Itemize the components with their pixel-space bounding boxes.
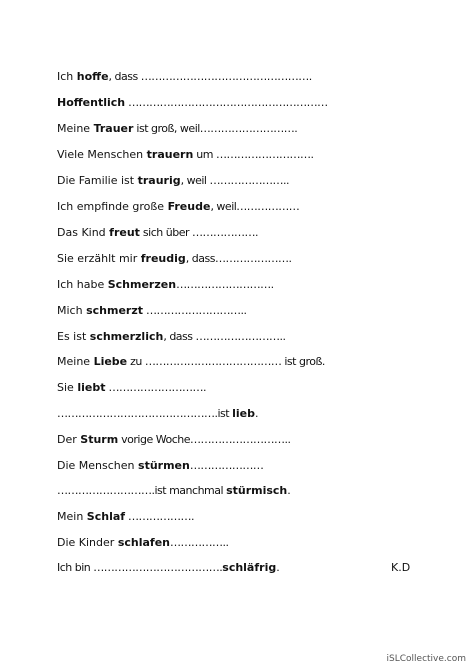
sentence-4: Viele Menschen trauern um ……………………….	[57, 148, 314, 161]
sentence-3: Meine Trauer ist groß, weil……………………….	[57, 122, 298, 135]
sentence-8: Sie erzählt mir freudig, dass………………….	[57, 252, 292, 265]
sentence-12: Meine Liebe zu ………………………………… ist groß.	[57, 355, 325, 368]
sentence-15: Der Sturm vorige Woche………………………..	[57, 433, 291, 446]
sentence-11: Es ist schmerzlich, dass ……………………..	[57, 330, 286, 343]
author-initials: K.D	[391, 561, 411, 574]
sentence-14: ……………………………………….ist lieb.	[57, 407, 259, 420]
site-watermark: iSLCollective.com	[386, 654, 466, 664]
sentence-18: Mein Schlaf ……………….	[57, 510, 195, 523]
sentence-6: Ich empfinde große Freude, weil………………	[57, 200, 300, 213]
sentence-1: Ich hoffe, dass ………………………………………….	[57, 70, 312, 83]
sentence-9: Ich habe Schmerzen……………………….	[57, 278, 274, 291]
sentence-2: Hoffentlich …………………………………………………	[57, 96, 328, 109]
sentence-16: Die Menschen stürmen…………………	[57, 459, 264, 472]
sentence-20: Ich bin ……………………………….schläfrig.	[57, 561, 280, 574]
sentence-17: ……………………….ist manchmal stürmisch.	[57, 484, 291, 497]
sentence-19: Die Kinder schlafen……………..	[57, 536, 229, 549]
sentence-10: Mich schmerzt ………………………..	[57, 304, 247, 317]
sentence-7: Das Kind freut sich über ……………….	[57, 226, 258, 239]
sentence-13: Sie liebt ……………………….	[57, 381, 206, 394]
sentence-5: Die Familie ist traurig, weil …………………..	[57, 174, 289, 187]
